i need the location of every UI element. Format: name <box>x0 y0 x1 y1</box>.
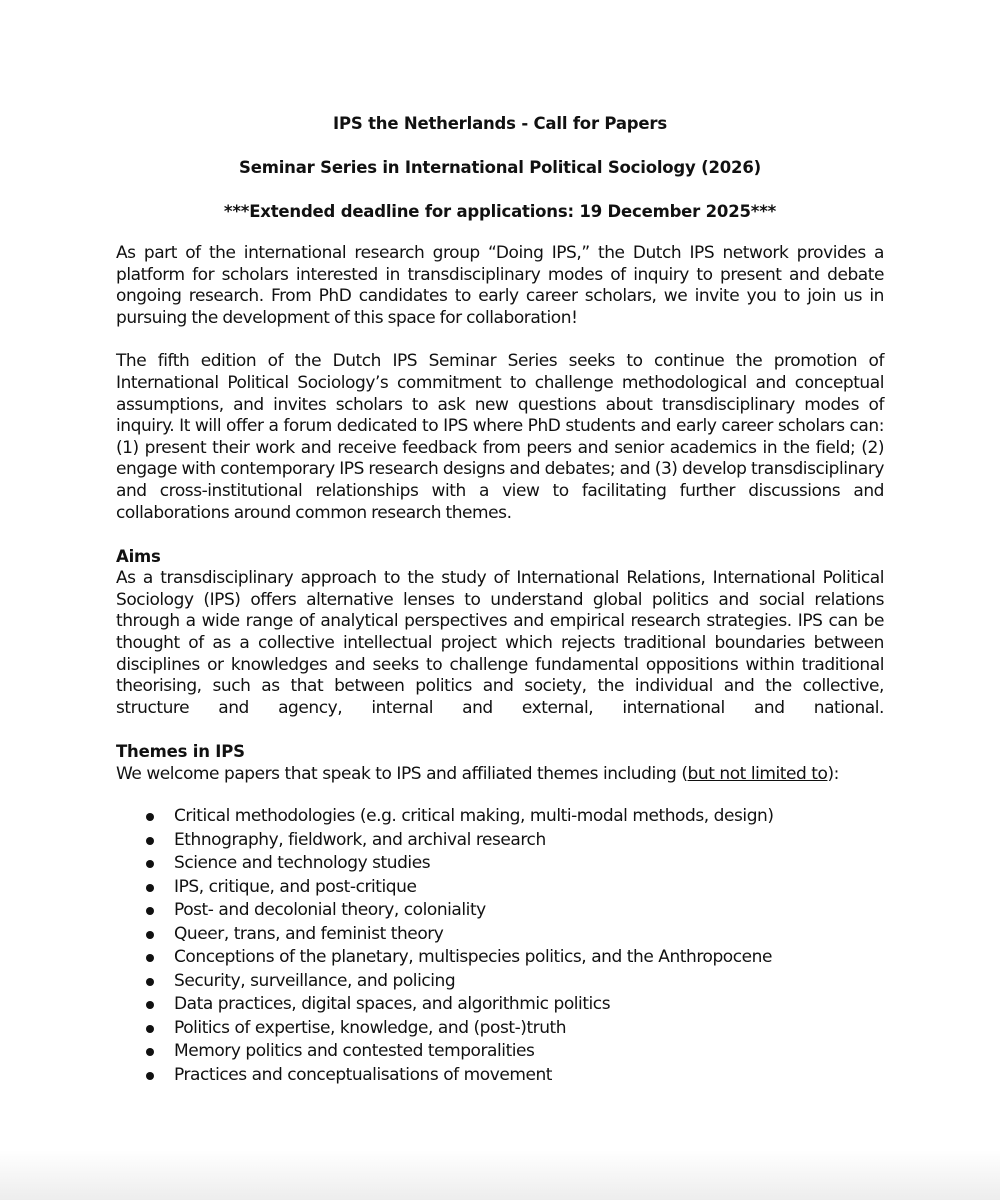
themes-intro-suffix: ): <box>827 764 839 785</box>
list-item <box>116 1017 884 1041</box>
bullet-icon <box>146 1001 154 1009</box>
bullet-icon <box>146 884 154 892</box>
themes-intro <box>116 763 884 785</box>
themes-heading: Themes in IPS <box>116 742 245 762</box>
list-item <box>116 923 884 947</box>
bullet-icon <box>146 837 154 845</box>
bullet-icon <box>146 1025 154 1033</box>
bullet-icon <box>146 978 154 986</box>
list-item-label: Data practices, digital spaces, and algorithmic politics <box>174 994 611 1015</box>
list-item <box>116 993 884 1017</box>
list-item-label: Practices and conceptualisations of movement <box>174 1064 552 1085</box>
list-item-label: IPS, critique, and post-critique <box>174 876 417 897</box>
document-content <box>116 112 884 1087</box>
intro-paragraph: As part of the international research group “Doing IPS,” the Dutch IPS network provides a platform for scholars interested in transdisciplinary modes of inquiry to present and debate ongoing research. From PhD candidates to early career scholars, we invite you to join us in pursuing the development of this space for collaboration! <box>116 243 884 328</box>
list-item <box>116 829 884 853</box>
deadline-notice: ***Extended deadline for applications: 19 December 2025*** <box>223 202 777 221</box>
page-bottom-shadow <box>0 1150 1000 1200</box>
document-subtitle: Seminar Series in International Political Sociology (2026) <box>239 158 761 177</box>
list-item <box>116 1040 884 1064</box>
list-item-label: Queer, trans, and feminist theory <box>174 923 444 944</box>
list-item <box>116 805 884 829</box>
bullet-icon <box>146 1048 154 1056</box>
list-item-label: Critical methodologies (e.g. critical making, multi-modal methods, design) <box>174 806 774 827</box>
list-item-label: Politics of expertise, knowledge, and (post-)truth <box>174 1017 567 1038</box>
bullet-icon <box>146 954 154 962</box>
list-item-label: Science and technology studies <box>174 853 431 874</box>
list-item <box>116 970 884 994</box>
list-item <box>116 1064 884 1088</box>
bullet-icon <box>146 860 154 868</box>
edition-paragraph: The fifth edition of the Dutch IPS Seminar Series seeks to continue the promotion of International Political Sociology’s commitment to challenge methodological and conceptual assumptions, and invites scholars to ask new questions about transdisciplinary modes of inquiry. It will offer a forum dedicated to IPS where PhD students and early career scholars can: (1) present their work and receive feedback from peers and senior academics in the field; (2) engage with contemporary IPS research designs and debates; and (3) develop transdisciplinary and cross-institutional relationships with a view to facilitating further discussions and collaborations around common research themes. <box>116 351 884 523</box>
list-item <box>116 876 884 900</box>
bullet-icon <box>146 931 154 939</box>
aims-paragraph: As a transdisciplinary approach to the study of International Relations, International Political Sociology (IPS) offers alternative lenses to understand global politics and social relations through a wide range of analytical perspectives and empirical research strategies. IPS can be thought of as a collective intellectual project which rejects traditional boundaries between disciplines or knowledges and seeks to challenge fundamental oppositions within traditional theorising, such as that between politics and society, the individual and the collective, structure and agency, internal and external, international and national. <box>116 568 884 718</box>
bullet-icon <box>146 813 154 821</box>
list-item-label: Conceptions of the planetary, multispecies politics, and the Anthropocene <box>174 947 772 968</box>
themes-list <box>116 805 884 1087</box>
list-item <box>116 852 884 876</box>
document-title: IPS the Netherlands - Call for Papers <box>333 114 667 133</box>
bullet-icon <box>146 1072 154 1080</box>
list-item-label: Ethnography, fieldwork, and archival research <box>174 829 546 850</box>
list-item-label: Memory politics and contested temporalities <box>174 1041 535 1062</box>
aims-heading: Aims <box>116 547 161 567</box>
themes-intro-prefix: We welcome papers that speak to IPS and affiliated themes including ( <box>116 764 688 785</box>
list-item <box>116 899 884 923</box>
bullet-icon <box>146 907 154 915</box>
list-item-label: Post- and decolonial theory, coloniality <box>174 900 486 921</box>
themes-intro-underlined: but not limited to <box>687 764 828 785</box>
list-item-label: Security, surveillance, and policing <box>174 970 456 991</box>
list-item <box>116 946 884 970</box>
